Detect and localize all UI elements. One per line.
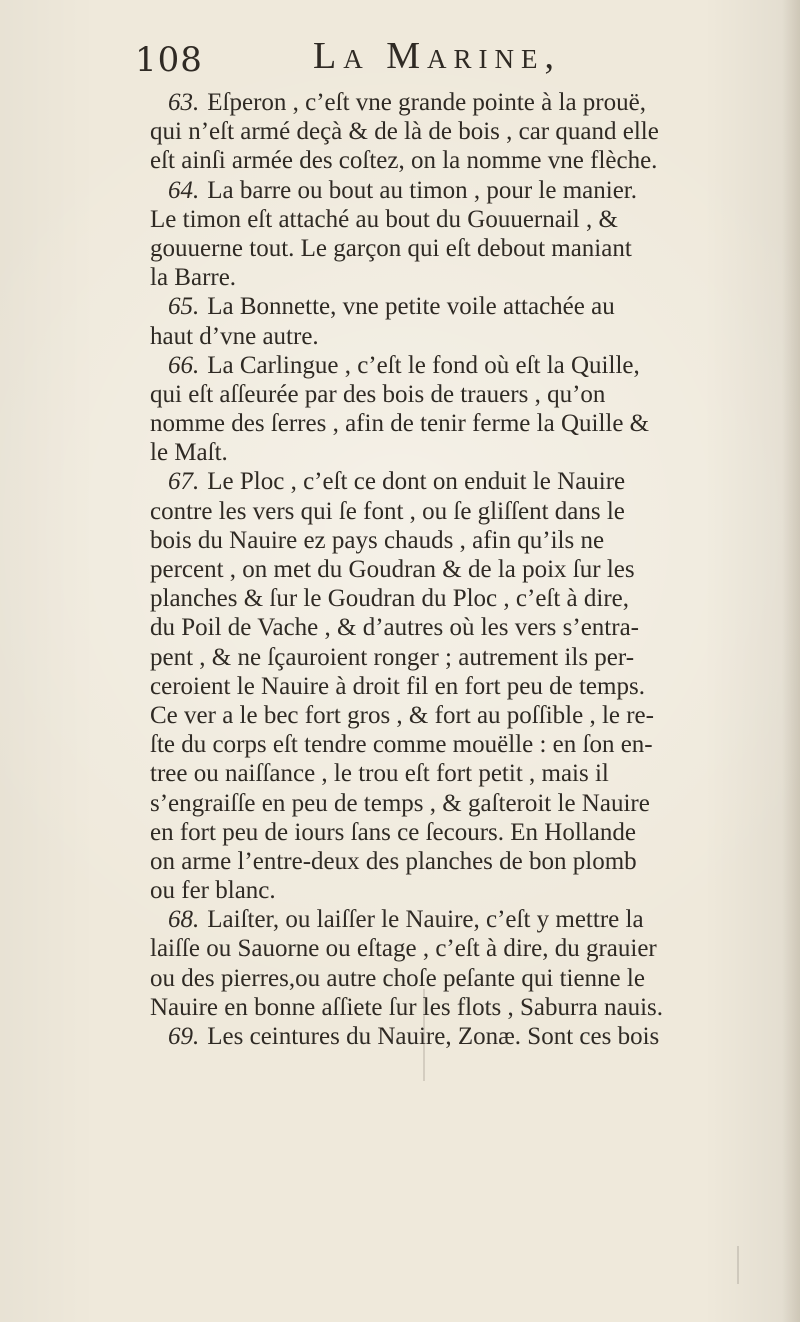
text-line xyxy=(150,613,790,642)
page-header xyxy=(135,34,775,86)
text-line xyxy=(150,789,790,818)
entry-number: 66. xyxy=(168,351,200,379)
text-line xyxy=(150,380,790,409)
text-line xyxy=(150,467,790,496)
line-text: Eſperon , c’eſt vne grande pointe à la prouë, xyxy=(207,89,646,116)
text-line xyxy=(150,847,790,876)
text-line xyxy=(150,234,790,263)
line-text: contre les vers qui ſe font , ou ſe gliſſent dans le xyxy=(150,497,625,525)
line-text: Nauire en bonne aſſiete ſur les flots , Saburra nauis. xyxy=(150,993,664,1021)
text-line xyxy=(150,584,790,613)
text-line xyxy=(150,351,790,380)
line-text: la Barre. xyxy=(150,264,237,292)
text-line xyxy=(150,818,790,847)
body-text xyxy=(150,88,790,1051)
text-line xyxy=(150,438,790,467)
text-line xyxy=(150,905,790,934)
text-line xyxy=(150,876,790,905)
text-line xyxy=(150,497,790,526)
entry-number: 64. xyxy=(168,176,200,204)
text-line xyxy=(150,322,790,351)
line-text: gouuerne tout. Le garçon qui eſt debout maniant xyxy=(150,234,632,262)
line-text: Les ceintures du Nauire, Zonæ. Sont ces bois xyxy=(207,1023,660,1050)
line-text: s’engraiſſe en peu de temps , & gaſteroit le Nauire xyxy=(150,789,650,817)
text-line xyxy=(150,934,790,963)
page-mark xyxy=(423,989,425,1081)
text-line xyxy=(150,117,790,146)
line-text: pent , & ne ſçauroient ronger ; autrement ils per- xyxy=(150,643,635,671)
text-line xyxy=(150,993,790,1022)
running-head: La Marine, xyxy=(313,35,561,77)
line-text: haut d’vne autre. xyxy=(150,322,319,350)
text-line xyxy=(150,964,790,993)
text-line xyxy=(150,88,790,117)
text-line xyxy=(150,555,790,584)
line-text: La Bonnette, vne petite voile attachée au xyxy=(207,293,615,321)
page-mark xyxy=(737,1246,739,1284)
line-text: laiſſe ou Sauorne ou eſtage , c’eſt à dire, du grauier xyxy=(150,935,657,963)
line-text: planches & ſur le Goudran du Ploc , c’eſt à dire, xyxy=(150,585,630,613)
text-line xyxy=(150,409,790,438)
line-text: qui eſt aſſeurée par des bois de trauers , qu’on xyxy=(150,380,606,408)
entry-number: 67. xyxy=(168,468,200,496)
line-text: du Poil de Vache , & d’autres où les vers s’entra- xyxy=(150,614,639,642)
line-text: on arme l’entre-deux des planches de bon plomb xyxy=(150,847,637,875)
text-line xyxy=(150,672,790,701)
page-number: 108 xyxy=(135,40,203,80)
entry-number: 69. xyxy=(168,1023,200,1050)
line-text: ou des pierres,ou autre choſe peſante qui tienne le xyxy=(150,964,645,992)
text-line xyxy=(150,205,790,234)
line-text: le Maſt. xyxy=(150,439,228,467)
entry-number: 68. xyxy=(168,906,200,934)
line-text: ceroient le Nauire à droit fil en fort peu de temps. xyxy=(150,672,645,700)
text-line xyxy=(150,526,790,555)
line-text: La Carlingue , c’eſt le fond où eſt la Quille, xyxy=(207,351,640,379)
entry-number: 63. xyxy=(168,89,200,116)
line-text: Laiſter, ou laiſſer le Nauire, c’eſt y mettre la xyxy=(207,906,644,934)
line-text: La barre ou bout au timon , pour le manier. xyxy=(207,176,637,204)
line-text: qui n’eſt armé deçà & de là de bois , car quand elle xyxy=(150,118,659,146)
text-line xyxy=(150,263,790,292)
line-text: tree ou naiſſance , le trou eſt fort petit , mais il xyxy=(150,760,609,788)
line-text: Ce ver a le bec fort gros , & fort au poſſible , le re- xyxy=(150,701,654,729)
text-line xyxy=(150,1022,790,1051)
line-text: ou fer blanc. xyxy=(150,877,276,905)
line-text: bois du Nauire ez pays chauds , afin qu’ils ne xyxy=(150,526,605,554)
line-text: en fort peu de iours ſans ce ſecours. En Hollande xyxy=(150,818,636,846)
line-text: eſt ainſi armée des coſtez, on la nomme vne flèche. xyxy=(150,147,658,175)
text-line xyxy=(150,146,790,175)
line-text: Le timon eſt attaché au bout du Gouuernail , & xyxy=(150,205,618,233)
text-line xyxy=(150,701,790,730)
text-line xyxy=(150,176,790,205)
text-line xyxy=(150,643,790,672)
line-text: percent , on met du Goudran & de la poix ſur les xyxy=(150,556,635,583)
text-line xyxy=(150,759,790,788)
text-line xyxy=(150,292,790,321)
line-text: nomme des ſerres , afin de tenir ferme la Quille & xyxy=(150,410,650,438)
entry-number: 65. xyxy=(168,293,200,321)
line-text: ſte du corps eſt tendre comme mouëlle : en ſon en- xyxy=(150,731,653,759)
text-line xyxy=(150,730,790,759)
line-text: Le Ploc , c’eſt ce dont on enduit le Nauire xyxy=(207,468,626,496)
